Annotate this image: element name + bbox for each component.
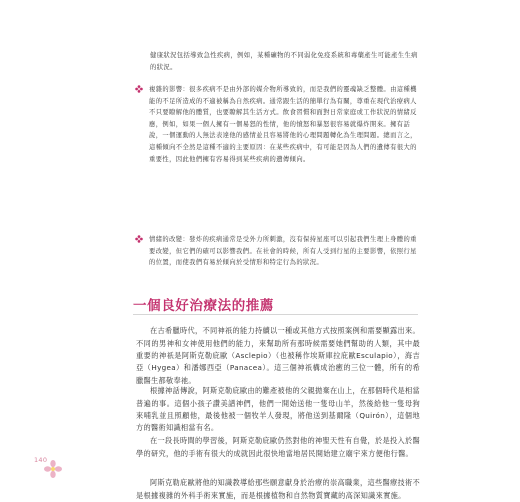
flower-bullet-icon [135, 85, 143, 93]
bullet-item-complex-influence [135, 84, 420, 165]
intro-paragraph: 健康狀況包括導致急性疾病，例如，某種礦物的不同弱化免疫系統和毒藥產生可能產生生病的狀況。 [150, 52, 418, 71]
section-divider [133, 314, 418, 315]
flower-bullet-icon [135, 235, 143, 243]
body-paragraph: 阿斯克勒庇歐將他的知識教導給那些願意獻身於治療的崇高職業，這些醫療技術不是根據複雜的外科手術來實施，而是根據植物和自然物質寶藏的高深知識來實施。 [136, 478, 420, 500]
section-title: 一個良好治療法的推薦 [133, 298, 274, 314]
body-paragraph: 根據神話傳說，阿斯克勒庇歐由的難產被他的父親拋棄在山上，在那個時代是相當普遍的事。這個小孩子讚美譜神們，他們一開始送他一隻母山羊，然後給他一隻母狗來哺乳並且照顧他，最後他被一個牧羊人發現，將他送到基爾隆（Quirón），這個地方的醫術知識相當有名。 [136, 386, 420, 433]
body-paragraph: 在古希臘時代，不同神祇的能力持續以一種或其他方式按照案例和需要顯露出來。不同的男神和女神使用他們的能力，來幫助所有那時候需要她們幫助的人類，其中最重要的神祇是阿斯克勒庇歐（Asclepio）（也被稱作埃斯庫拉庇歐Esculapio），海吉亞（Hygea）和潘娜西亞（Panacea）。這三個神祇構成治癒的三位一體，所有的希臘醫生都敬奉祂。 [136, 326, 420, 385]
bullet-item-emotional-change [135, 234, 420, 269]
body-paragraph: 在一段長時間的學習後，阿斯克勒庇歐仍然對他的神聖天性有自覺，於是投入於醫學的研究，他的手術有很大的成就因此很快地當地居民開始建立廟宇來方便他行醫。 [136, 436, 420, 458]
bullet-text: 情緒的改變：發炸的疾病通常是受外力所刺激，沒有保持星座可以引起我們生理上身體的重要改變，但它們的確可以影響我們。在社會的時候，所有人受到行星的主要影響，依照行星的位置，而使我們有易於傾向於受情形和特定行為的狀況。 [149, 236, 417, 267]
page-number: 140 [34, 456, 48, 464]
bullet-text: 複雜的影響：很多疾病不是由外部的媒介物所導致的，而是我們的靈魂缺乏整體。由這種機能的不足所造成的不適被稱為自然疾病。通常跟生活的簡單行為有關，尊重在現代治療病人不只要瞭解他的體質，也要瞭解其生活方式。飲食習慣和面對日常家庭或工作狀況的情緒反應，例如，如果一個人擁有一個易怒的性情，他的憤怒和暴怒很容易就爆炸開來。擁有話說，一個運動的人無法表達他的感情並且容易將他的心理問題轉化為生理問題。總而言之，這種傾向不全然是這種不適的主要原因：在某些疾病中，有可能是因為人們的遺傳有很大的重要性，因此他們擁有容易得到某些疾病的遺傳傾向。 [149, 86, 417, 163]
